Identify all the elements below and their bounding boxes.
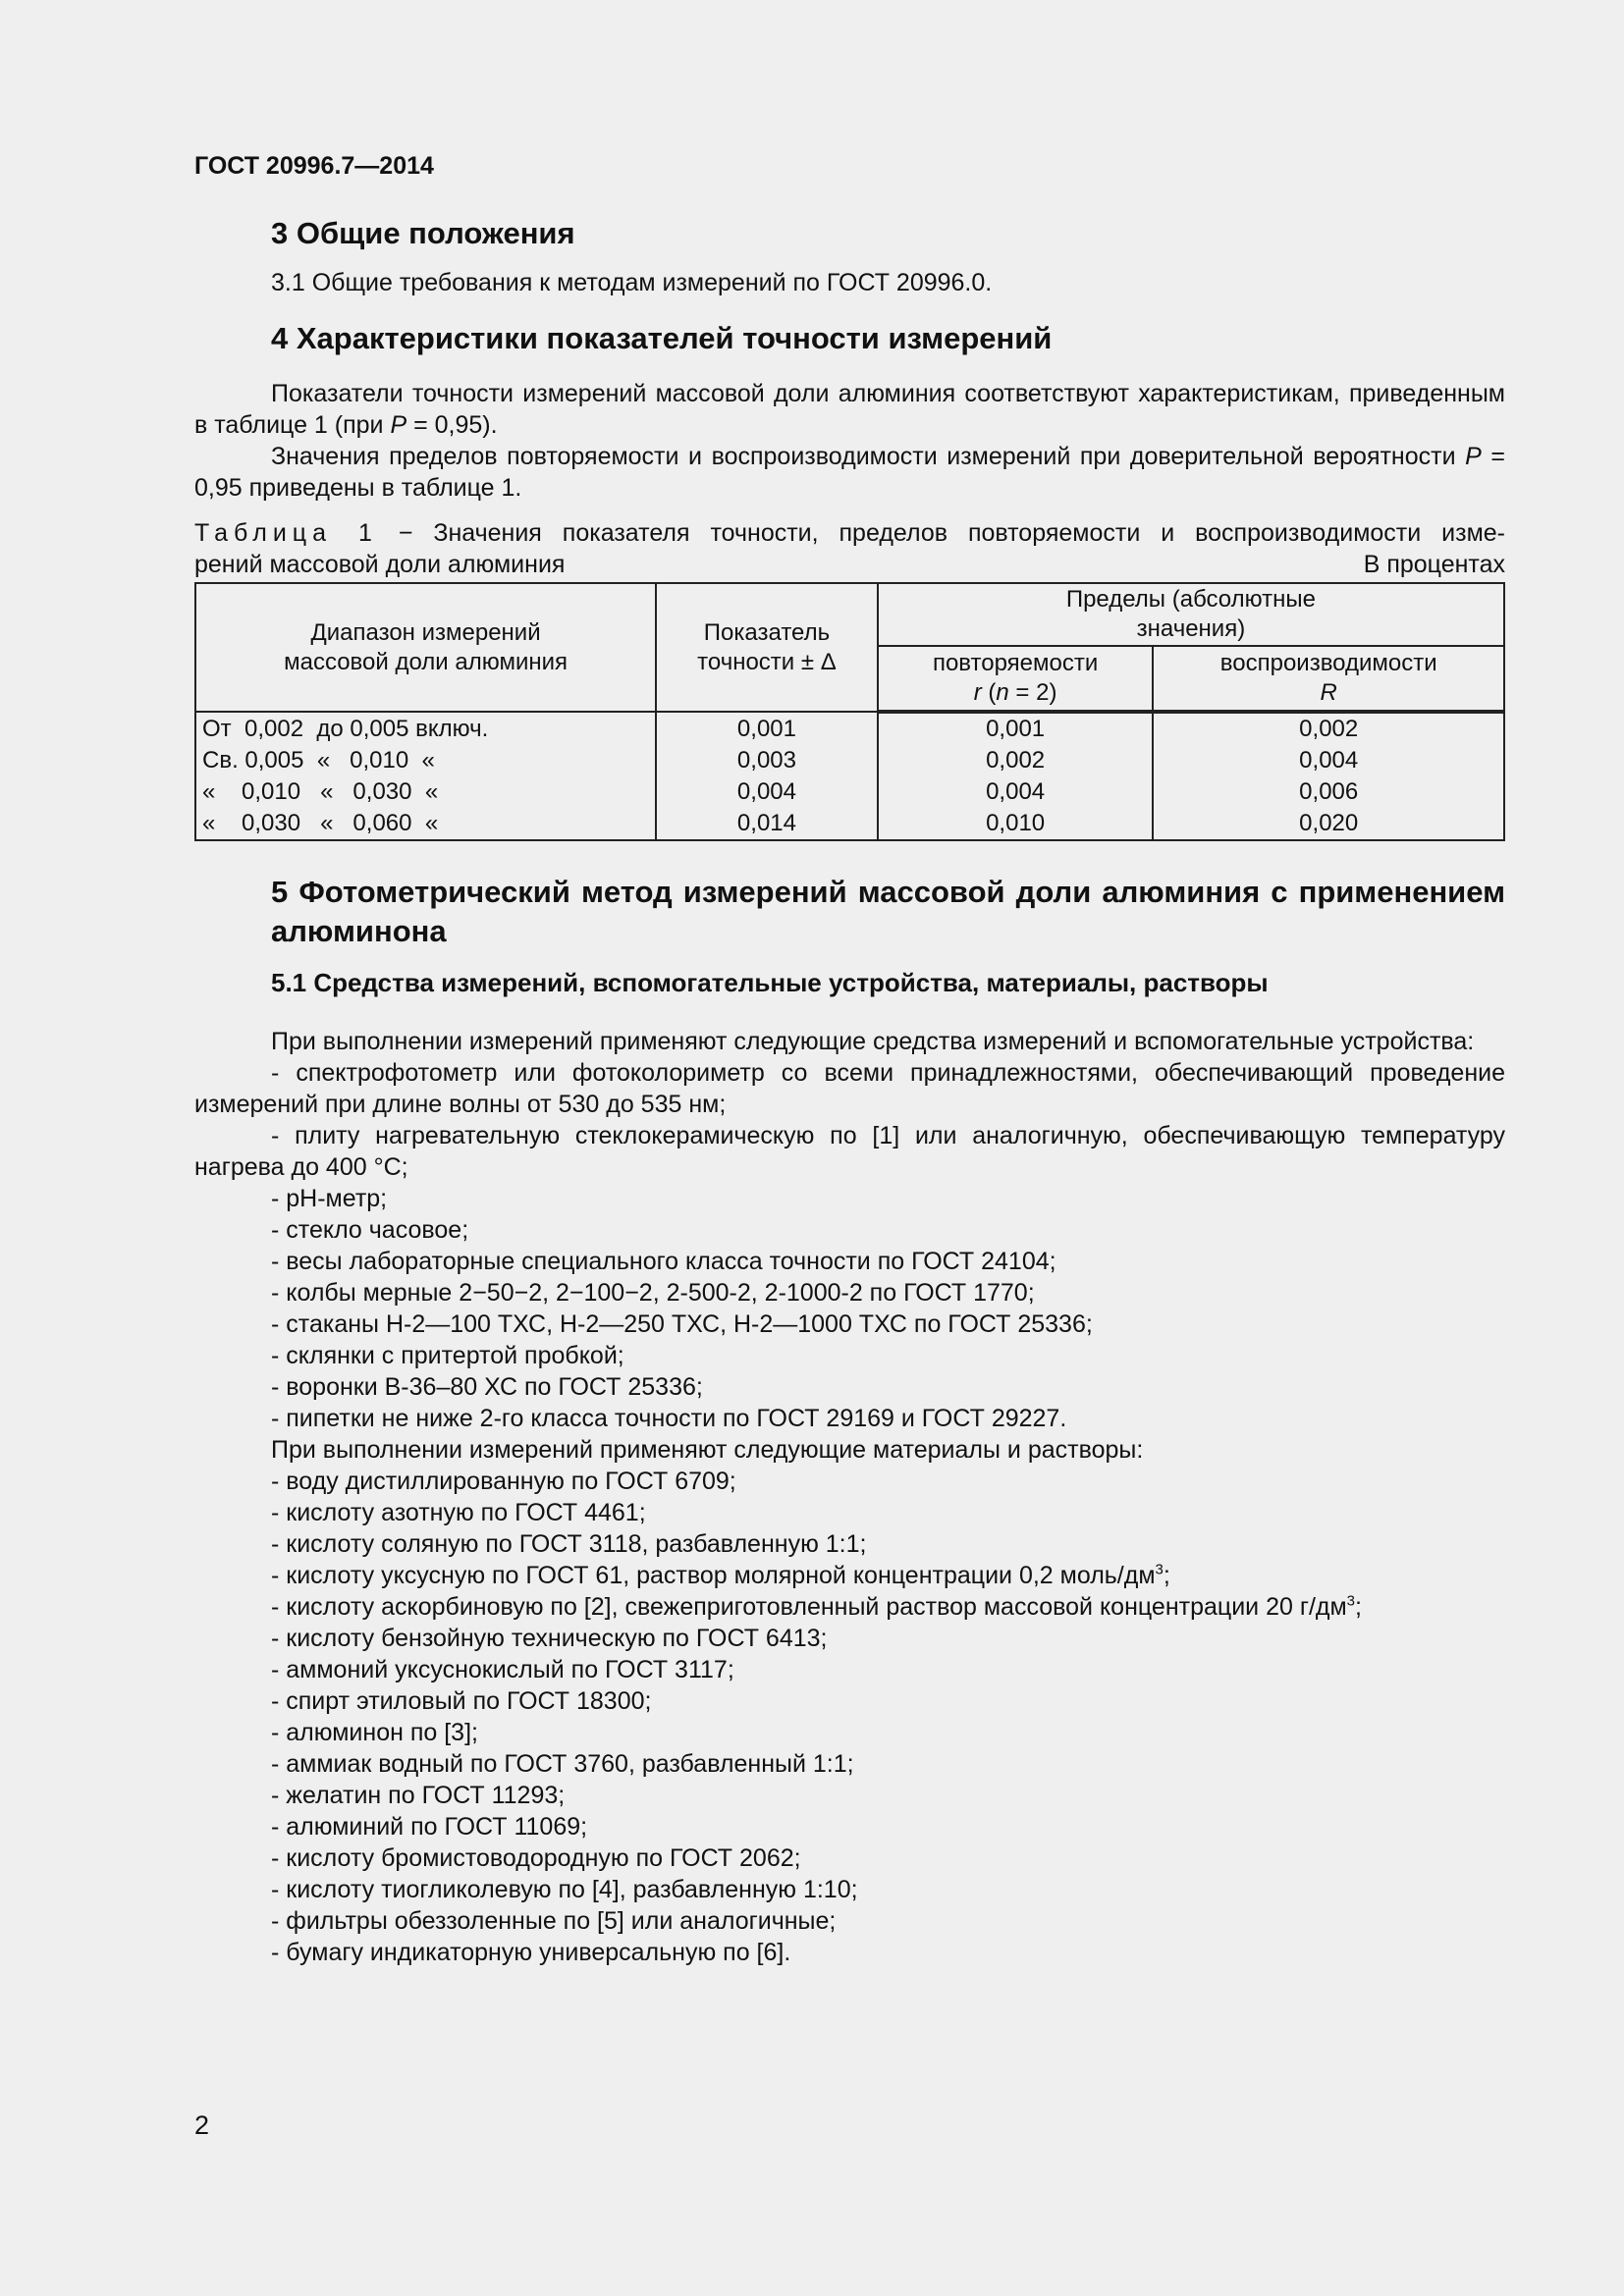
list-item: - пипетки не ниже 2-го класса точности по ГОСТ 29169 и ГОСТ 29227.: [271, 1405, 1067, 1432]
table-1-caption-line2: рений массовой доли алюминия В процентах: [194, 551, 1505, 578]
table-1: [194, 582, 1505, 841]
list-item: - кислоту уксусную по ГОСТ 61, раствор молярной концентрации 0,2 моль/$дм^3$;: [271, 1561, 1170, 1589]
col-header-range: Диапазон измерений массовой доли алюминия: [195, 583, 656, 712]
list-item: - воду дистиллированную по ГОСТ 6709;: [271, 1468, 736, 1495]
list-item: - спирт этиловый по ГОСТ 18300;: [271, 1687, 652, 1715]
list-item: - кислоту бромистоводородную по ГОСТ 2062;: [271, 1844, 801, 1872]
list-item: - спектрофотометр или фотоколориметр со всеми принадлежностями, обеспечивающий проведение измерений при длине волны от 530 до 535 нм;: [194, 1059, 1505, 1118]
paragraph-3-1: 3.1 Общие требования к методам измерений по ГОСТ 20996.0.: [271, 269, 993, 296]
list-item: - весы лабораторные специального класса точности по ГОСТ 24104;: [271, 1248, 1056, 1275]
table-row: « 0,030 « 0,060 « 0,014 0,010 0,020: [195, 808, 1504, 840]
list-item: - воронки В-36–80 ХС по ГОСТ 25336;: [271, 1373, 703, 1401]
list-item: - стекло часовое;: [271, 1216, 469, 1244]
table-row: Св. 0,005 « 0,010 « 0,003 0,002 0,004: [195, 745, 1504, 776]
col-header-accuracy: Показатель точности ± Δ: [656, 583, 878, 712]
list-item: - аммоний уксуснокислый по ГОСТ 3117;: [271, 1656, 734, 1683]
table-row: « 0,010 « 0,030 « 0,004 0,004 0,006: [195, 776, 1504, 808]
list-item: - стаканы Н-2—100 ТХС, Н-2—250 ТХС, Н-2—1000 ТХС по ГОСТ 25336;: [271, 1310, 1093, 1338]
table-1-caption: Таблица 1 − Значения показателя точности, пределов повторяемости и воспроизводимости изме-: [194, 519, 1505, 547]
list-item: - склянки с притертой пробкой;: [271, 1342, 624, 1369]
paragraph-4-1: Показатели точности измерений массовой доли алюминия соответствуют характеристикам, приведенным в таблице 1 (при P = 0,95).: [194, 380, 1505, 439]
list-item: - фильтры обеззоленные по [5] или аналогичные;: [271, 1907, 837, 1935]
list-item: - аммиак водный по ГОСТ 3760, разбавленный 1:1;: [271, 1750, 854, 1778]
subsection-5-1-title: 5.1 Средства измерений, вспомогательные устройства, материалы, растворы: [271, 968, 1269, 997]
list-item: - кислоту соляную по ГОСТ 3118, разбавленную 1:1;: [271, 1530, 867, 1558]
list-item: - pH-метр;: [271, 1185, 388, 1212]
list-item: - кислоту аскорбиновую по [2], свежеприготовленный раствор массовой концентрации 20 $г/дм^3$;: [271, 1592, 1362, 1621]
page-number: 2: [194, 2110, 210, 2140]
list-item: - кислоту азотную по ГОСТ 4461;: [271, 1499, 646, 1526]
list-item: - желатин по ГОСТ 11293;: [271, 1782, 566, 1809]
table-1-units: В процентах: [1363, 551, 1505, 578]
list-item: - алюминий по ГОСТ 11069;: [271, 1813, 588, 1841]
section-5-title: 5 Фотометрический метод измерений массовой доли алюминия с применением алюминона: [271, 875, 1505, 948]
list-item: - бумагу индикаторную универсальную по [6].: [271, 1939, 791, 1966]
document-header: ГОСТ 20996.7—2014: [194, 152, 434, 180]
col-header-limits: Пределы (абсолютные значения): [878, 583, 1504, 646]
list-item: - плиту нагревательную стеклокерамическую по [1] или аналогичную, обеспечивающую температуру нагрева до 400 °С;: [194, 1122, 1505, 1181]
list-item: - кислоту бензойную техническую по ГОСТ 6413;: [271, 1625, 828, 1652]
list-item: - кислоту тиогликолевую по [4], разбавленную 1:10;: [271, 1876, 858, 1903]
list-item: - алюминон по [3];: [271, 1719, 478, 1746]
section-4-title: 4 Характеристики показателей точности измерений: [271, 321, 1053, 355]
document-body: [194, 214, 1505, 1968]
section-3-title: 3 Общие положения: [271, 216, 575, 250]
col-header-reproducibility: воспроизводимости R: [1153, 646, 1504, 712]
materials-intro: При выполнении измерений применяют следующие материалы и растворы:: [271, 1436, 1144, 1464]
col-header-repeatability: повторяемости r (n = 2): [878, 646, 1154, 712]
paragraph-4-2: Значения пределов повторяемости и воспроизводимости измерений при доверительной вероятности P = 0,95 приведены в таблице 1.: [194, 443, 1506, 502]
table-row: От 0,002 до 0,005 включ. 0,001 0,001 0,002: [195, 712, 1504, 745]
list-item: - колбы мерные 2−50−2, 2−100−2, 2-500-2, 2-1000-2 по ГОСТ 1770;: [271, 1279, 1035, 1307]
equipment-intro: При выполнении измерений применяют следующие средства измерений и вспомогательные устройства:: [271, 1028, 1475, 1055]
